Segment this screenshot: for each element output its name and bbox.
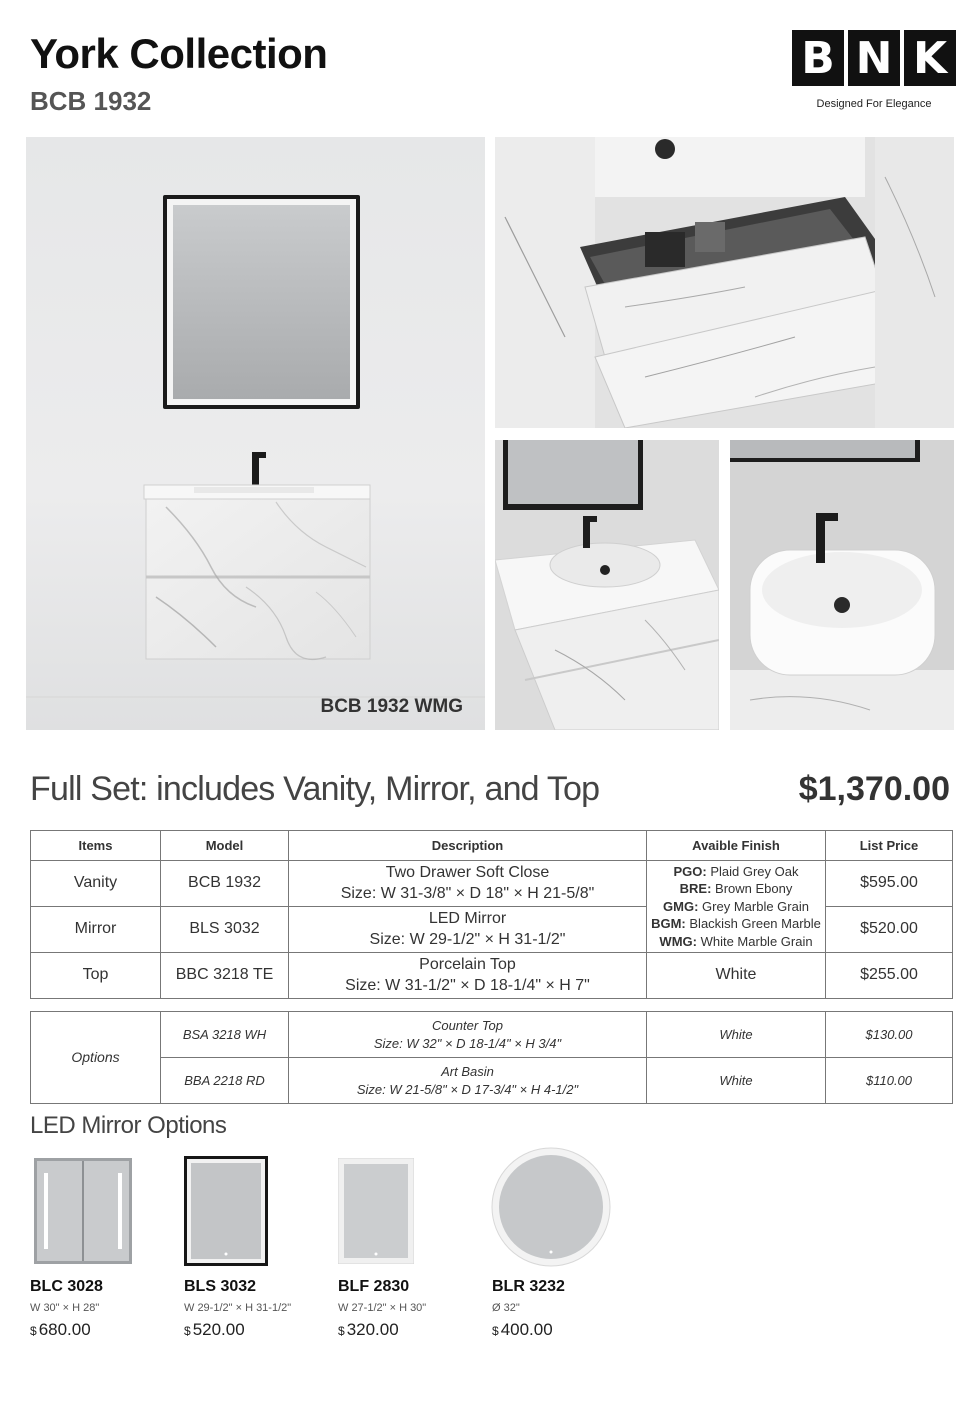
full-set-label: Full Set: includes Vanity, Mirror, and Top (30, 770, 600, 808)
framed-led-mirror-image (184, 1156, 268, 1266)
price-cell: $520.00 (826, 907, 953, 953)
description-title: Two Drawer Soft Close (385, 863, 550, 881)
options-table (30, 1011, 953, 1104)
logo-letter-n: N (848, 30, 900, 86)
sink-illustration (495, 440, 719, 730)
description-size: Size: W 32" × D 18-1/4" × H 3/4" (373, 1035, 562, 1051)
table-row (31, 1012, 953, 1058)
model-cell: BSA 3218 WH (161, 1012, 289, 1058)
finish-item: WMG: White Marble Grain (659, 933, 813, 949)
mirror-price: $ 320.00 (338, 1320, 399, 1339)
description-cell (289, 1012, 647, 1058)
spec-table (30, 830, 953, 999)
basin-detail-photo (730, 440, 954, 730)
price-cell: $110.00 (826, 1058, 953, 1104)
item-cell: Mirror (31, 907, 161, 953)
main-product-photo (26, 137, 485, 730)
description-cell (289, 953, 647, 999)
finish-cell: White (647, 1012, 826, 1058)
mirror-model: BLC 3028 (30, 1278, 103, 1295)
description-title: Counter Top (431, 1017, 504, 1033)
price-cell: $130.00 (826, 1012, 953, 1058)
finish-item: BGM: Blackish Green Marble (651, 916, 821, 932)
sink-detail-photo (495, 440, 719, 730)
finish-cell: White (647, 1058, 826, 1104)
description-cell (289, 1058, 647, 1104)
mirror-price: $ 520.00 (184, 1320, 245, 1339)
medicine-cabinet-image (34, 1158, 132, 1264)
vanity-mirror-illustration (26, 137, 485, 730)
round-led-mirror-image (490, 1146, 612, 1268)
item-cell: Vanity (31, 861, 161, 907)
model-cell: BLS 3032 (161, 907, 289, 953)
header-model: Model (161, 831, 289, 861)
header-finish: Avaible Finish (647, 831, 826, 861)
basin-illustration (730, 440, 954, 730)
logo-letter-k: K (904, 30, 956, 86)
brand-tagline: Designed For Elegance (816, 98, 932, 110)
model-cell: BBC 3218 TE (161, 953, 289, 999)
full-set-price: $1,370.00 (798, 770, 950, 808)
description-cell (289, 907, 647, 953)
finish-item: GMG: Grey Marble Grain (663, 898, 809, 914)
table-row (31, 953, 953, 999)
table-row (31, 861, 953, 907)
description-size: Size: W 21-5/8" × D 17-3/4" × H 4-1/2" (356, 1081, 579, 1097)
model-cell: BBA 2218 RD (161, 1058, 289, 1104)
mirror-model: BLF 2830 (338, 1278, 410, 1295)
description-size: Size: W 31-1/2" × D 18-1/4" × H 7" (345, 976, 590, 994)
finish-cell: White (647, 953, 826, 999)
table-header-row (31, 831, 953, 861)
table-row (31, 1058, 953, 1104)
page-subtitle: BCB 1932 (30, 86, 152, 116)
frameless-led-mirror-image (338, 1158, 414, 1264)
description-title: LED Mirror (428, 909, 507, 927)
mirror-model: BLR 3232 (492, 1278, 565, 1295)
description-title: Art Basin (441, 1063, 494, 1079)
model-cell: BCB 1932 (161, 861, 289, 907)
mirror-price: $ 680.00 (30, 1320, 91, 1339)
mirror-dimensions: W 30" × H 28" (30, 1302, 100, 1314)
item-cell: Top (31, 953, 161, 999)
header-price: List Price (826, 831, 953, 861)
mirror-model: BLS 3032 (184, 1278, 257, 1295)
mirror-price: $ 400.00 (492, 1320, 553, 1339)
header-description: Description (289, 831, 647, 861)
description-cell (289, 861, 647, 907)
brand-logo (792, 30, 956, 86)
description-size: Size: W 31-3/8" × D 18" × H 21-5/8" (340, 884, 595, 902)
page-title: York Collection (30, 30, 328, 77)
options-label: Options (31, 1012, 161, 1104)
description-title: Porcelain Top (419, 955, 516, 973)
drawer-detail-photo (495, 137, 954, 428)
mirror-dimensions: W 27-1/2" × H 30" (338, 1302, 427, 1314)
led-options-title: LED Mirror Options (30, 1112, 227, 1139)
description-size: Size: W 29-1/2" × H 31-1/2" (369, 930, 566, 948)
finish-item: PGO: Plaid Grey Oak (673, 863, 799, 879)
finish-item: BRE: Brown Ebony (679, 881, 793, 897)
price-cell: $255.00 (826, 953, 953, 999)
mirror-dimensions: W 29-1/2" × H 31-1/2" (184, 1302, 292, 1314)
main-photo-caption: BCB 1932 WMG (320, 696, 463, 717)
price-cell: $595.00 (826, 861, 953, 907)
drawer-illustration (495, 137, 954, 428)
mirror-dimensions: Ø 32" (492, 1302, 520, 1314)
logo-letter-b: B (792, 30, 844, 86)
header-items: Items (31, 831, 161, 861)
finish-list-cell (647, 861, 826, 953)
